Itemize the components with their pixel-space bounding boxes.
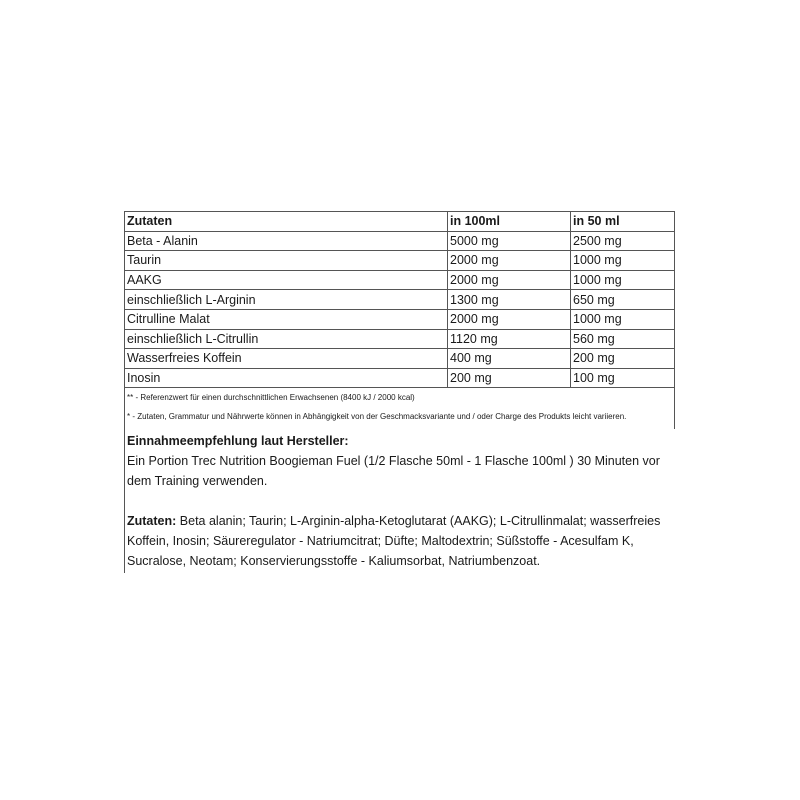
- ingredients-table: [124, 211, 675, 429]
- cell-per-100ml: 2000 mg: [448, 251, 571, 271]
- cell-ingredient: Citrulline Malat: [125, 309, 448, 329]
- table-row: [125, 349, 675, 369]
- cell-per-50ml: 200 mg: [571, 349, 675, 369]
- table-row: [125, 290, 675, 310]
- header-cell-per-50ml: in 50 ml: [571, 212, 675, 232]
- cell-per-100ml: 5000 mg: [448, 231, 571, 251]
- cell-per-100ml: 2000 mg: [448, 309, 571, 329]
- table-row: [125, 329, 675, 349]
- cell-per-50ml: 100 mg: [571, 368, 675, 388]
- cell-per-50ml: 560 mg: [571, 329, 675, 349]
- cell-ingredient: AAKG: [125, 270, 448, 290]
- cell-ingredient: Beta - Alanin: [125, 231, 448, 251]
- cell-per-50ml: 1000 mg: [571, 309, 675, 329]
- table-notes-cell: [125, 388, 675, 430]
- table-row: [125, 251, 675, 271]
- table-row: [125, 368, 675, 388]
- reference-value-footnote: ** - Referenzwert für einen durchschnittlichen Erwachsenen (8400 kJ / 2000 kcal): [127, 393, 415, 403]
- table-row: [125, 309, 675, 329]
- table-row: [125, 270, 675, 290]
- cell-ingredient: Wasserfreies Koffein: [125, 349, 448, 369]
- cell-per-50ml: 1000 mg: [571, 270, 675, 290]
- cell-per-100ml: 1120 mg: [448, 329, 571, 349]
- table-notes-row: [125, 388, 675, 430]
- header-cell-ingredient: Zutaten: [125, 212, 448, 232]
- header-cell-per-100ml: in 100ml: [448, 212, 571, 232]
- variation-footnote: * - Zutaten, Grammatur und Nährwerte können in Abhängigkeit von der Geschmacksvariante und / oder Charge des Produkts leicht variieren.: [127, 411, 627, 421]
- cell-ingredient: einschließlich L-Citrullin: [125, 329, 448, 349]
- ingredients-text: Beta alanin; Taurin; L-Arginin-alpha-Ketoglutarat (AAKG); L-Citrullinmalat; wasserfreies Koffein, Inosin; Säureregulator - Natriumcitrat; Düfte; Maltodextrin; Süßstoffe - Acesulfam K, Sucralose, Neotam; Konservierungsstoffe - Kaliumsorbat, Natriumbenzoat.: [127, 514, 661, 569]
- paragraph-spacer: [127, 491, 675, 511]
- cell-per-50ml: 2500 mg: [571, 231, 675, 251]
- cell-ingredient: Taurin: [125, 251, 448, 271]
- table-row: [125, 231, 675, 251]
- cell-per-100ml: 400 mg: [448, 349, 571, 369]
- cell-per-50ml: 650 mg: [571, 290, 675, 310]
- recommendation-text: Ein Portion Trec Nutrition Boogieman Fuel (1/2 Flasche 50ml - 1 Flasche 100ml ) 30 Minuten vor dem Training verwenden.: [127, 454, 660, 489]
- table-header-row: [125, 212, 675, 232]
- recommendation-heading: Einnahmeempfehlung laut Hersteller:: [127, 434, 349, 449]
- cell-per-50ml: 1000 mg: [571, 251, 675, 271]
- cell-per-100ml: 200 mg: [448, 368, 571, 388]
- cell-per-100ml: 2000 mg: [448, 270, 571, 290]
- product-description: [124, 429, 675, 573]
- product-info-document: [124, 211, 675, 573]
- cell-ingredient: Inosin: [125, 368, 448, 388]
- ingredients-label: Zutaten:: [127, 514, 177, 529]
- cell-per-100ml: 1300 mg: [448, 290, 571, 310]
- ingredients-paragraph: [127, 511, 675, 571]
- cell-ingredient: einschließlich L-Arginin: [125, 290, 448, 310]
